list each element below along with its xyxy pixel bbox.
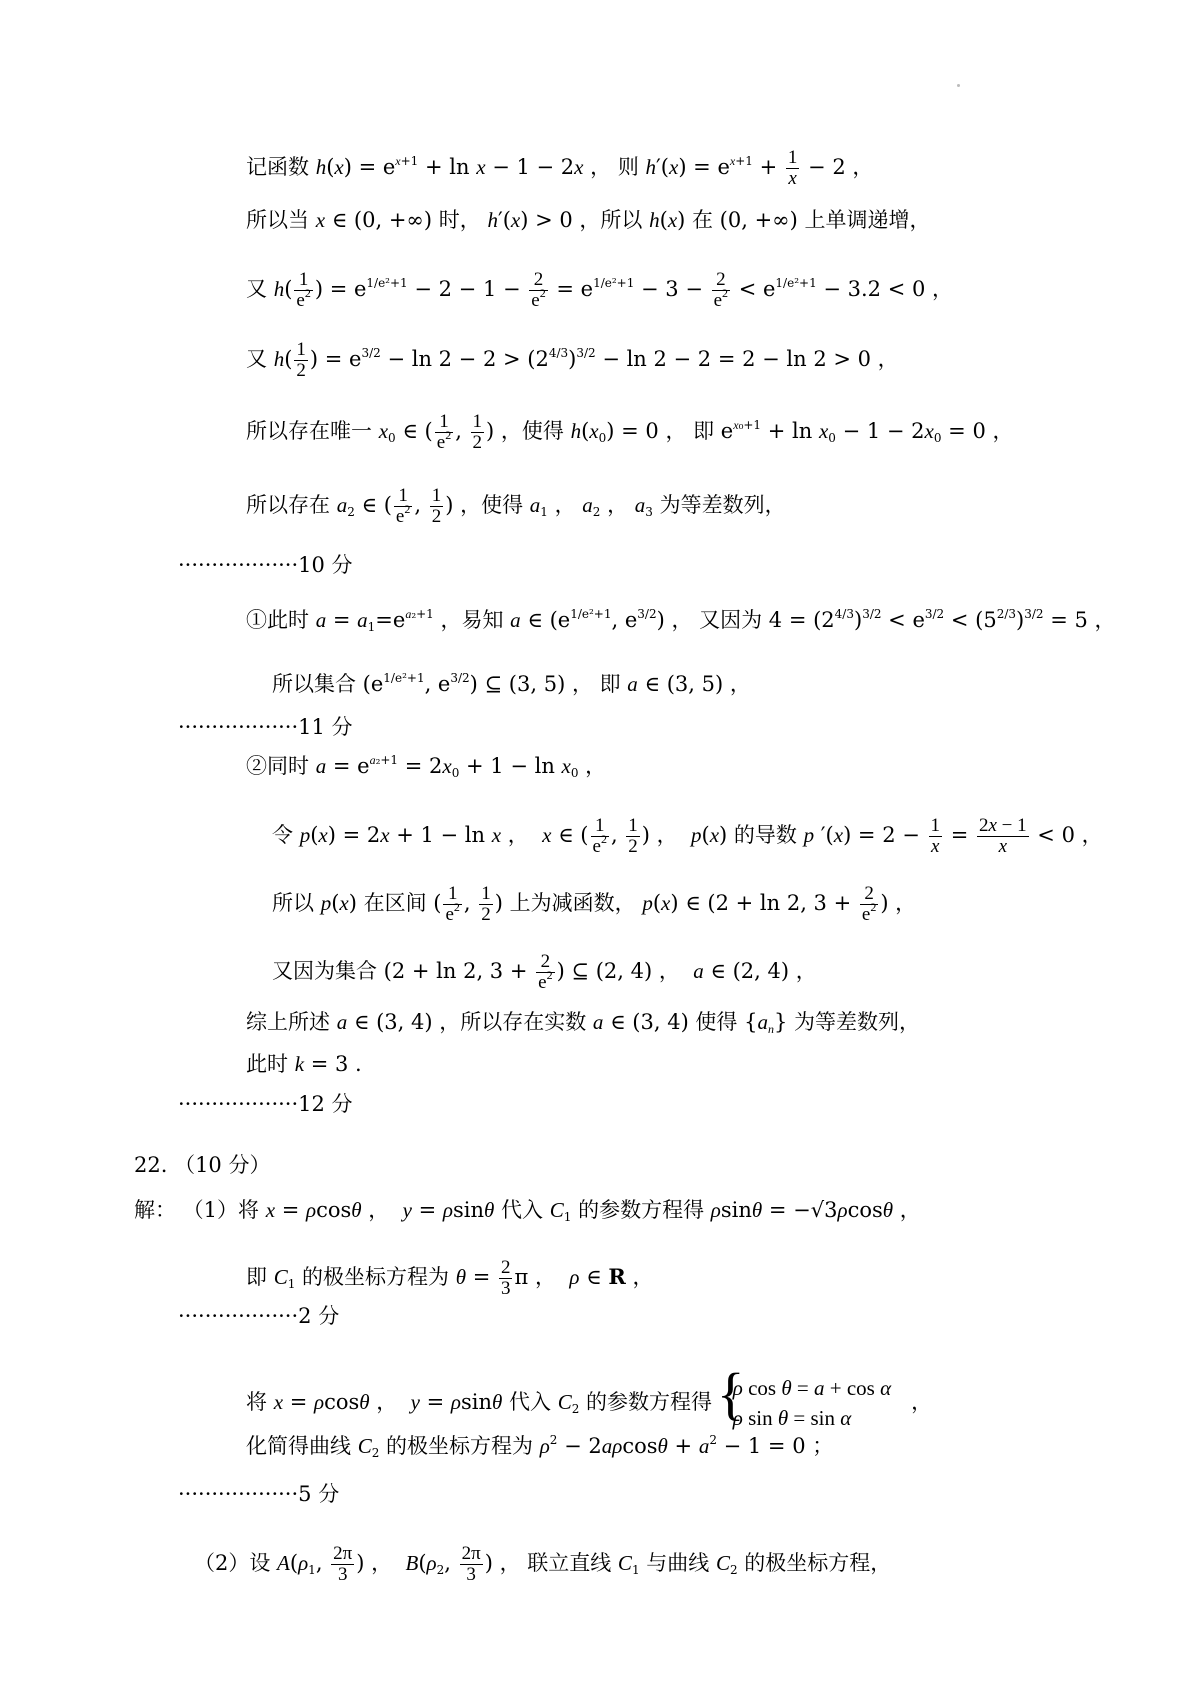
solution-line-l14: 又因为集合 (2 + ln 2, 3 + $\frac{2}{e^2}$ ) ⊆ (2, 4) ， a ∈ (2, 4) ， [272, 951, 817, 993]
solution-line-l3: 又 h( $\frac{1}{e^2}$ ) = $e^{1/e^2+1} - 2 - 1$ − $\frac{2}{e^2}$ = $e^{1/e^2+1} - 3$ − $\frac{2}{e^2}$ < $e^{1/e^2+1} - 3.2 < 0$ ， [246, 269, 954, 311]
score-marker-s5: ··················5 分 [178, 1482, 340, 1506]
solution-line-l20: 即 $C_1$ 的极坐标方程为 θ = $\frac{2}{3}$ π ， ρ ∈ R ， [246, 1257, 654, 1299]
solution-line-l6: 所以存在 $a_2$ ∈ ( $\frac{1}{e^2}$ , $\frac{1}{2}$ ) ，使得 $a_1$ ， $a_2$ ， $a_3$ 为等差数列， [246, 485, 786, 527]
score-marker-s12: ··················12 分 [178, 1092, 353, 1116]
solution-line-l4: 又 h( $\frac{1}{2}$ ) = $e^{3/2} - \ln 2 - 2 > (2^{4/3})^{3/2} - \ln 2 - 2 = 2 - \ln 2 > 0$ ， [246, 339, 899, 381]
score-marker-s2: ··················2 分 [178, 1304, 340, 1328]
scan-speck [957, 84, 960, 87]
solution-line-l11: ②同时 $a = e^{a_2+1} = 2x_0 + 1 - \ln x_0$ ， [246, 753, 607, 780]
solution-line-l12: 令 p(x) = 2x + 1 − ln x ， x ∈ ( $\frac{1}{e^2}$ , $\frac{1}{2}$ ) ， p(x) 的导数 p ′(x) = 2 − $\frac{1}{x}$ = $\frac{2x - 1}{x}$ < 0 ， [272, 815, 1103, 857]
solution-line-l9: 所以集合 ($e^{1/e^2+1}$, $e^{3/2}$) ⊆ (3, 5) ， 即 a ∈ (3, 5) ， [272, 671, 751, 696]
score-marker-s11: ··················11 分 [178, 715, 353, 739]
solution-line-l5: 所以存在唯一 $x_0$ ∈ ( $\frac{1}{e^2}$ , $\frac{1}{2}$ ) ，使得 $h(x_0) = 0$ ， 即 $e^{x_0+1} + \ln x_0 - 1 - 2x_0 = 0$ ， [246, 411, 1014, 453]
solution-line-l19: 解： （1）将 x = ρcosθ ， y = ρsinθ 代入 $C_1$ 的参数方程得 ρsinθ = −√3ρcosθ ， [134, 1198, 921, 1224]
solution-line-l13: 所以 p(x) 在区间 ( $\frac{1}{e^2}$ , $\frac{1}{2}$ ) 上为减函数， p(x) ∈ (2 + ln 2, 3 + $\frac{2}{e^2}$ ) ， [272, 883, 917, 925]
solution-line-l1: 记函数 $h(x) = e^{x+1} + \ln x - 1 - 2x$ ， 则 $h'(x) = e^{x+1}$ + $\frac{1}{x}$ − 2 ， [246, 147, 874, 189]
solution-line-l22: 将 x = ρcosθ ， y = ρsinθ 代入 $C_2$ 的参数方程得 { ρ cos θ = a + cos α ρ sin θ = sin α ， [246, 1373, 932, 1434]
solution-line-l23: 化简得曲线 $C_2$ 的极坐标方程为 $\rho^2 - 2a\rho\cos\theta + a^2 - 1 = 0$ ； [246, 1433, 834, 1460]
solution-line-l2: 所以当 x ∈ (0, +∞) 时， h′(x) > 0 ，所以 h(x) 在 (0, +∞) 上单调递增， [246, 208, 931, 232]
solution-line-l16: 此时 k = 3 . [246, 1052, 362, 1076]
score-marker-s10: ··················10 分 [178, 553, 353, 577]
solution-line-l8: ①此时 $a = a_1=e^{a_2+1}$ ，易知 a ∈ ($e^{1/e^2+1}$, $e^{3/2}$) ， 又因为 $4 = (2^{4/3})^{3/2} < e^{3/2} < (5^{2/3})^{3/2} = 5$ ， [246, 607, 1116, 634]
solution-line-l18: 22. （10 分） [134, 1153, 271, 1177]
solution-line-l15: 综上所述 a ∈ (3, 4) ，所以存在实数 a ∈ (3, 4) 使得 $\{a_n\}$ 为等差数列， [246, 1010, 921, 1036]
solution-line-l25: （2）设 $A(\rho_1$, $\frac{2\pi}{3}$ ) ， $B(\rho_2$, $\frac{2\pi}{3}$ ) ， 联立直线 $C_1$ 与曲线 $C_2$ 的极坐标方程， [194, 1543, 892, 1585]
